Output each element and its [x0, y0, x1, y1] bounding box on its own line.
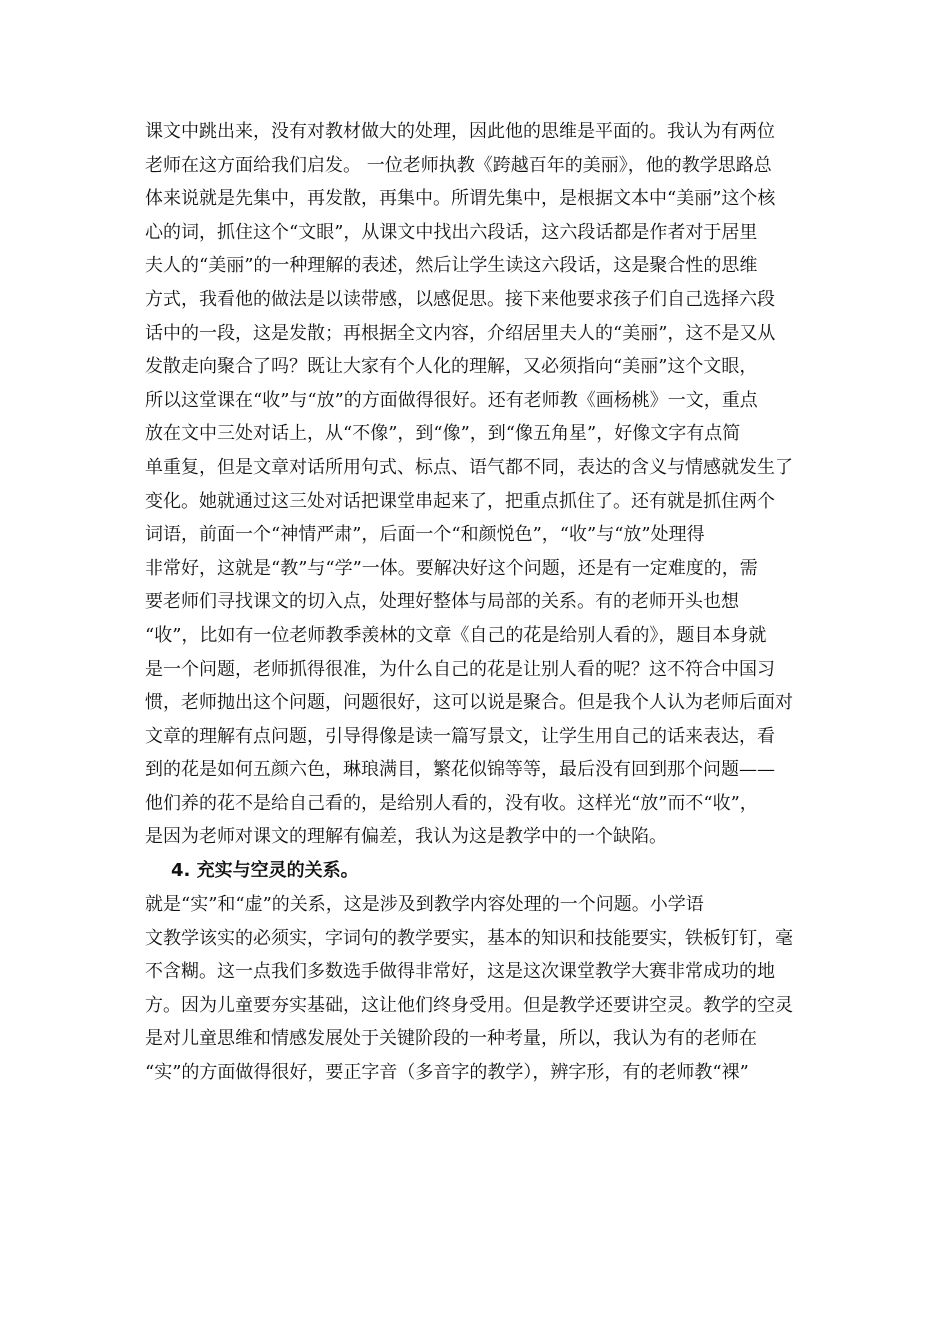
- text-line: 词语，前面一个“神情严肃”，后面一个“和颜悦色”，“收”与“放”处理得: [145, 524, 705, 546]
- text-line: 方。因为儿童要夯实基础，这让他们终身受用。但是教学还要讲空灵。教学的空灵: [145, 994, 793, 1016]
- paragraph-2: [145, 888, 805, 1090]
- text-line: 夫人的“美丽”的一种理解的表述，然后让学生读这六段话，这是聚合性的思维: [145, 255, 758, 277]
- text-line: 放在文中三处对话上，从“不像”，到“像”，到“像五角星”，好像文字有点简: [145, 423, 741, 445]
- text-line: 文章的理解有点问题，引导得像是读一篇写景文，让学生用自己的话来表达，看: [145, 725, 775, 747]
- text-line: 心的词，抓住这个“文眼”，从课文中找出六段话，这六段话都是作者对于居里: [145, 221, 758, 243]
- section-heading-block: [145, 854, 805, 888]
- text-line: 到的花是如何五颜六色，琳琅满目，繁花似锦等等，最后没有回到那个问题——: [145, 759, 775, 781]
- text-line: 他们养的花不是给自己看的，是给别人看的，没有收。这样光“放”而不“收”，: [145, 792, 758, 814]
- text-line: 是对儿童思维和情感发展处于关键阶段的一种考量，所以，我认为有的老师在: [145, 1028, 757, 1050]
- text-line: 变化。她就通过这三处对话把课堂串起来了，把重点抓住了。还有就是抓住两个: [145, 490, 775, 512]
- text-line: 是因为老师对课文的理解有偏差，我认为这是教学中的一个缺陷。: [145, 826, 667, 848]
- text-line: 老师在这方面给我们启发。 一位老师执教《跨越百年的美丽》，他的教学思路总: [145, 154, 772, 176]
- paragraph-1: [145, 115, 805, 854]
- text-line: 话中的一段，这是发散；再根据全文内容，介绍居里夫人的“美丽”，这不是又从: [145, 322, 776, 344]
- text-line: 方式，我看他的做法是以读带感，以感促思。接下来他要求孩子们自己选择六段: [145, 288, 775, 310]
- text-line: “实”的方面做得很好，要正字音（多音字的教学），辨字形，有的老师教“裸”: [145, 1061, 749, 1083]
- text-line: 要老师们寻找课文的切入点，处理好整体与局部的关系。有的老师开头也想: [145, 591, 739, 613]
- text-line: 发散走向聚合了吗？既让大家有个人化的理解，又必须指向“美丽”这个文眼，: [145, 356, 758, 378]
- text-line: 单重复，但是文章对话所用句式、标点、语气都不同，表达的含义与情感就发生了: [145, 456, 793, 478]
- text-line: 不含糊。这一点我们多数选手做得非常好，这是这次课堂教学大赛非常成功的地: [145, 961, 775, 983]
- text-line: 就是“实”和“虚”的关系，这是涉及到教学内容处理的一个问题。小学语: [145, 894, 704, 915]
- text-line: 惯，老师抛出这个问题，问题很好，这可以说是聚合。但是我个人认为老师后面对: [145, 692, 793, 714]
- section-heading: 4. 充实与空灵的关系。: [171, 860, 359, 881]
- text-line: 课文中跳出来，没有对教材做大的处理，因此他的思维是平面的。我认为有两位: [145, 121, 775, 142]
- text-line: 非常好，这就是“教”与“学”一体。要解决好这个问题，还是有一定难度的，需: [145, 557, 758, 579]
- text-line: 文教学该实的必须实，字词句的教学要实，基本的知识和技能要实，铁板钉钉，毫: [145, 927, 793, 949]
- text-line: “收”，比如有一位老师教季羡林的文章《自己的花是给别人看的》，题目本身就: [145, 624, 767, 646]
- text-line: 是一个问题，老师抓得很准，为什么自己的花是让别人看的呢？这不符合中国习: [145, 658, 775, 680]
- text-line: 体来说就是先集中，再发散，再集中。所谓先集中，是根据文本中“美丽”这个核: [145, 188, 776, 210]
- text-line: 所以这堂课在“收”与“放”的方面做得很好。还有老师教《画杨桃》一文，重点: [145, 389, 758, 411]
